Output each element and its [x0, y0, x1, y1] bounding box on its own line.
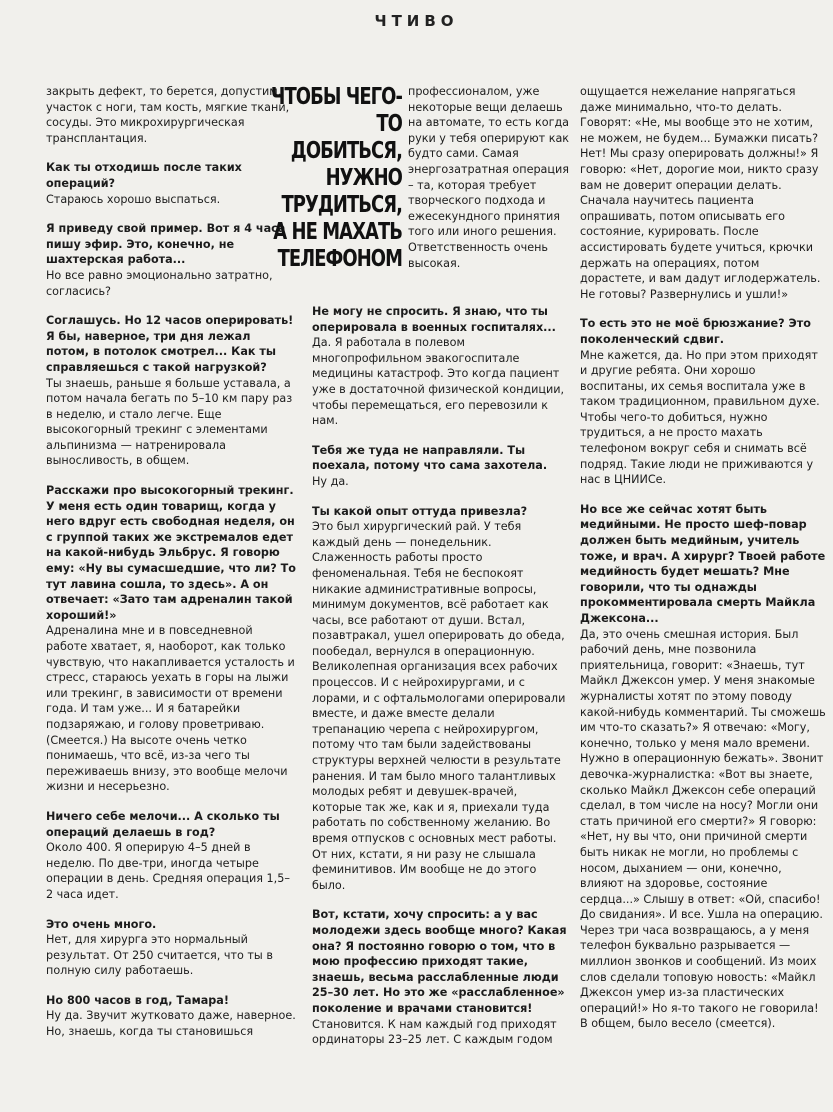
column-middle-top	[408, 84, 571, 271]
interview-question: То есть это не моё брюзжание? Это поколенческий сдвиг.	[580, 317, 811, 346]
pullquote: ЧТОБЫ ЧЕГО-ТО ДОБИТЬСЯ, НУЖНО ТРУДИТЬСЯ, А НЕ МАХАТЬ ТЕЛЕФОНОМ	[270, 84, 402, 272]
interview-answer: Ну да.	[312, 474, 349, 488]
interview-question: Ничего себе мелочи... А сколько ты операций делаешь в год?	[46, 809, 280, 839]
interview-answer: Мне кажется, да. Но при этом приходят и другие ребята. Они хорошо воспитаны, их семья воспитала уже в таком традиционном, правильном духе. Чтобы чего-то добиться, нужно трудиться, а не просто махать телефоном вокруг себя и снимать всё подряд. Такие люди не приживаются у нас в ЦНИИСе.	[580, 348, 820, 487]
interview-answer: закрыть дефект, то берется, допустим, участок с ноги, там кость, мягкие ткани, сосуды. Это микрохирургическая трансплантация.	[46, 85, 290, 145]
column-middle-bottom	[312, 304, 568, 1048]
pullquote-block	[262, 84, 402, 273]
interview-answer: Ну да. Звучит жутковато даже, наверное. Но, знаешь, когда ты становишься	[46, 1009, 296, 1039]
interview-answer: Ты знаешь, раньше я больше уставала, а потом начала бегать по 5–10 км пару раз в неделю, и стало легче. Еще высокогорный трекинг с элементами альпинизма — натренировала выносливость, в общем.	[46, 376, 293, 468]
interview-question: Я приведу свой пример. Вот я 4 часа пишу эфир. Это, конечно, не шахтерская работа...	[46, 222, 286, 267]
interview-answer: Становится. К нам каждый год приходят ординаторы 23–25 лет. С каждым годом	[312, 1017, 557, 1047]
column-right	[580, 84, 826, 1032]
interview-question: Как ты отходишь после таких операций?	[46, 161, 242, 190]
interview-answer: Да. Я работала в полевом многопрофильном эвакогоспитале медицины катастроф. Это когда пациент уже в достаточной физической кондиции, чтобы перемещаться, его перевозили к нам.	[312, 336, 565, 428]
interview-answer: ощущается нежелание напрягаться даже минимально, что-то делать. Говорят: «Не, мы вообще это не хотим, не можем, не будем... Бумажки писать? Нет! Мы сразу оперировать должны!» Я говорю: «Нет, дорогие мои, никто сразу вам не доверит операции делать. Сначала научитесь пациента опрашивать, потом описывать его состояние, курировать. После ассистировать будете учиться, крючки держать на операциях, потом дорастете, и вам дадут иглодержатель. Не готовы? Развернулись и ушли!»	[580, 85, 821, 301]
interview-question: Тебя же туда не направляли. Ты поехала, потому что сама захотела.	[312, 443, 548, 473]
section-header: ЧТИВО	[374, 12, 459, 30]
interview-question: Но все же сейчас хотят быть медийными. Не просто шеф-повар должен быть медийным, учитель тоже, и врач. А хирург? Твоей работе медийность будет мешать? Мне говорили, что ты однажды прокомментировала смерть Майкла Джексона...	[580, 502, 826, 625]
interview-answer: профессионалом, уже некоторые вещи делаешь на автомате, то есть когда руки у тебя оперируют как будто сами. Самая энергозатратная операция – та, которая требует творческого подхода и ежесекундного принятия того или иного решения. Ответственность очень высокая.	[408, 85, 570, 270]
interview-question: Вот, кстати, хочу спросить: а у вас молодежи здесь вообще много? Какая она? Я постоянно говорю о том, что в мою профессию приходят такие, знаешь, весьма расслабленные люди 25–30 лет. Но это же «расслабленное» поколение и врачами становится!	[312, 908, 567, 1015]
interview-question: Но 800 часов в год, Тамара!	[46, 993, 229, 1007]
interview-question: Расскажи про высокогорный трекинг. У меня есть один товарищ, когда у него вдруг есть свободная неделя, он с группой таких же экстремалов едет на какой-нибудь Эльбрус. Я говорю ему: «Ну вы сумасшедшие, что ли? То тут лавина сошла, то здесь». А он отвечает: «Зато там адреналин такой хороший!»	[46, 484, 296, 622]
interview-question: Соглашусь. Но 12 часов оперировать! Я бы, наверное, три дня лежал потом, в потолок смотрел... Как ты справляешься с такой нагрузкой?	[46, 314, 294, 374]
interview-answer: Но все равно эмоционально затратно, согласись?	[46, 268, 273, 298]
interview-question: Ты какой опыт оттуда привезла?	[312, 504, 528, 518]
interview-answer: Около 400. Я оперирую 4–5 дней в неделю. По две-три, иногда четыре операции в день. Средняя операция 1,5–2 часа идет.	[46, 841, 290, 901]
interview-question: Не могу не спросить. Я знаю, что ты оперировала в военных госпиталях...	[312, 305, 556, 334]
interview-answer: Адреналина мне и в повседневной работе хватает, я, наоборот, как только чувствую, что накапливается усталость и стресс, стараюсь уехать в горы на лыжи или трекинг, в зависимости от времени года. И там уже... И я батарейки подзаряжаю, и голову проветриваю. (Смеется.) На высоте очень четко понимаешь, что всё, из-за чего ты переживаешь внизу, это вообще мелочи жизни и несерьезно.	[46, 624, 295, 794]
interview-answer: Стараюсь хорошо выспаться.	[46, 192, 221, 206]
interview-question: Это очень много.	[46, 917, 157, 931]
interview-answer: Нет, для хирурга это нормальный результат. От 250 считается, что ты в полную силу работаешь.	[46, 933, 273, 978]
interview-answer: Это был хирургический рай. У тебя каждый день — понедельник. Слаженность работы просто феноменальная. Тебя не беспокоят никакие административные вопросы, минимум документов, всё работает как часы, все работают от души. Встал, позавтракал, ушел оперировать до обеда, пообедал, вернулся в операционную. Великолепная организация всех рабочих процессов. И с нейрохирургами, и с лорами, и с офтальмологами оперировали вместе, и даже вместе делали трепанацию черепа с нейрохирургом, потому что там были задействованы структуры верхней челюсти в результате ранения. И там было много талантливых молодых ребят и девушек-врачей, которые так же, как и я, приехали туда работать по собственному желанию. Во время отпусков с основных мест работы. От них, кстати, я ни разу не слышала феминитивов. Им вообще не до этого было.	[312, 520, 566, 892]
interview-answer: Да, это очень смешная история. Был рабочий день, мне позвонила приятельница, говорит: «Знаешь, тут Майкл Джексон умер. У меня знакомые журналисты хотят по этому поводу какой-нибудь комментарий. Ты сможешь им что-то сказать?» Я отвечаю: «Могу, конечно, только у меня мало времени. Нужно в операционную бежать». Звонит девочка-журналистка: «Вот вы знаете, сколько Майкл Джексон себе операций сделал, в том числе на носу? Могли они стать причиной его смерти?» Я говорю: «Нет, ну вы что, они причиной смерти быть никак не могли, но проблемы с носом, дыханием — они, конечно, влияют на здоровье, состояние сердца...» Слышу в ответ: «Ой, спасибо! До свидания». И все. Ушла на операцию. Через три часа возвращаюсь, а у меня телефон буквально разрывается — миллион звонков и сообщений. Из моих слов сделали топовую новость: «Майкл Джексон умер из-за пластических операций!» Но я-то такого не говорила! В общем, было весело (смеется).	[580, 627, 826, 1031]
column-left	[46, 84, 296, 1040]
